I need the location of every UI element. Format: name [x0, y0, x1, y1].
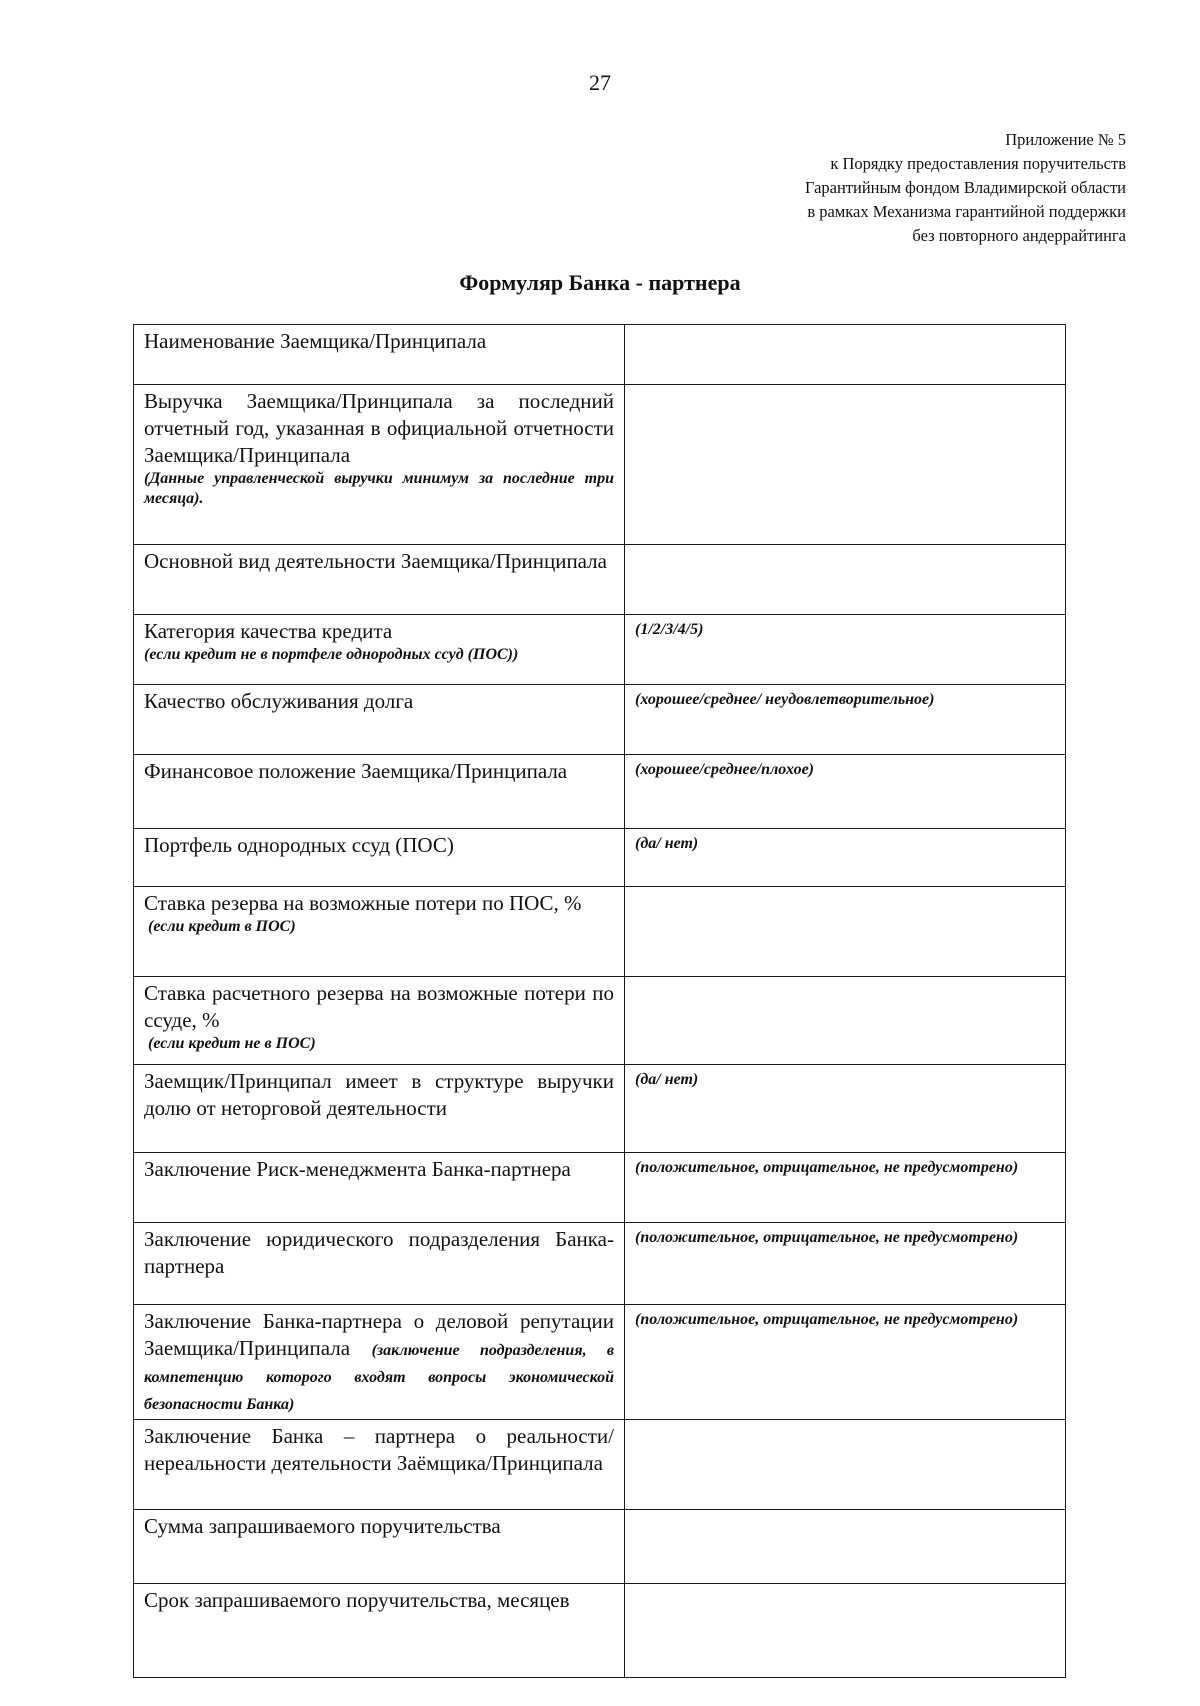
label-text: Основной вид деятельности Заемщика/Принципала [144, 549, 607, 573]
table-row [134, 977, 1066, 1065]
table-row [134, 325, 1066, 385]
table-row [134, 615, 1066, 685]
row-value [625, 887, 1066, 977]
row-value [625, 1510, 1066, 1584]
form-table [133, 324, 1066, 1678]
label-note: (Данные управленческой выручки минимум за последние три месяца). [144, 470, 614, 507]
row-value [625, 1420, 1066, 1510]
label-text: Сумма запрашиваемого поручительства [144, 1514, 501, 1538]
row-label [134, 977, 625, 1065]
label-text: Заключение Банка – партнера о реальности/нереальности деятельности Заёмщика/Принципала [144, 1424, 614, 1475]
row-label [134, 887, 625, 977]
label-text: Заключение Банка-партнера о деловой репутации Заемщика/Принципала [144, 1309, 614, 1360]
row-label [134, 1065, 625, 1153]
row-label [134, 1223, 625, 1305]
row-label [134, 755, 625, 829]
appendix-header [805, 128, 1126, 248]
row-value [625, 385, 1066, 545]
row-label [134, 615, 625, 685]
table-row [134, 887, 1066, 977]
label-text: Выручка Заемщика/Принципала за последний отчетный год, указанная в официальной отчетности Заемщика/Принципала [144, 389, 614, 467]
appendix-line: в рамках Механизма гарантийной поддержки [807, 202, 1126, 221]
row-value: (да/ нет) [625, 829, 1066, 887]
row-label [134, 1420, 625, 1510]
label-text: Финансовое положение Заемщика/Принципала [144, 759, 568, 783]
table-row [134, 829, 1066, 887]
row-value [625, 1584, 1066, 1678]
appendix-line: Гарантийным фондом Владимирской области [804, 178, 1126, 197]
table-row [134, 1153, 1066, 1223]
label-note: (если кредит не в ПОС) [148, 1035, 316, 1052]
table-row [134, 1420, 1066, 1510]
label-note: (заключение подразделения, в компетенцию которого входят вопросы экономической безопасности Банка) [144, 1342, 614, 1413]
row-value [625, 325, 1066, 385]
row-label [134, 545, 625, 615]
table-row [134, 1510, 1066, 1584]
table-row [134, 385, 1066, 545]
row-value: (положительное, отрицательное, не предусмотрено) [625, 1153, 1066, 1223]
label-text: Ставка резерва на возможные потери по ПОС, % [144, 891, 582, 915]
row-label [134, 1510, 625, 1584]
table-row [134, 1584, 1066, 1678]
label-text: Категория качества кредита [144, 619, 393, 643]
row-value: (хорошее/среднее/плохое) [625, 755, 1066, 829]
label-text: Заемщик/Принципал имеет в структуре выручки долю от неторговой деятельности [144, 1069, 614, 1120]
row-label [134, 325, 625, 385]
appendix-line: без повторного андеррайтинга [912, 226, 1126, 245]
label-text: Ставка расчетного резерва на возможные потери по ссуде, % [144, 981, 614, 1032]
label-text: Портфель однородных ссуд (ПОС) [144, 833, 454, 857]
table-row [134, 755, 1066, 829]
row-label [134, 385, 625, 545]
page-number: 27 [589, 70, 611, 95]
table-row [134, 545, 1066, 615]
label-text: Срок запрашиваемого поручительства, месяцев [144, 1588, 570, 1612]
label-text: Заключение Риск-менеджмента Банка-партнера [144, 1157, 571, 1181]
row-label [134, 829, 625, 887]
appendix-line: Приложение № 5 [1005, 130, 1126, 149]
appendix-line: к Порядку предоставления поручительств [830, 154, 1126, 173]
label-note: (если кредит не в портфеле однородных ссуд (ПОС)) [144, 646, 519, 663]
row-value: (да/ нет) [625, 1065, 1066, 1153]
row-label [134, 1305, 625, 1420]
row-value: (хорошее/среднее/ неудовлетворительное) [625, 685, 1066, 755]
table-row [134, 1065, 1066, 1153]
label-text: Качество обслуживания долга [144, 689, 414, 713]
row-value: (положительное, отрицательное, не предусмотрено) [625, 1223, 1066, 1305]
label-note: (если кредит в ПОС) [148, 918, 296, 935]
row-value: (положительное, отрицательное, не предусмотрено) [625, 1305, 1066, 1420]
table-row [134, 1305, 1066, 1420]
row-value [625, 545, 1066, 615]
row-value: (1/2/3/4/5) [625, 615, 1066, 685]
row-label [134, 1584, 625, 1678]
table-row [134, 685, 1066, 755]
label-text: Заключение юридического подразделения Банка-партнера [144, 1227, 614, 1278]
row-label [134, 1153, 625, 1223]
row-value [625, 977, 1066, 1065]
table-row [134, 1223, 1066, 1305]
document-title: Формуляр Банка - партнера [459, 270, 741, 295]
label-text: Наименование Заемщика/Принципала [144, 329, 487, 353]
row-label [134, 685, 625, 755]
